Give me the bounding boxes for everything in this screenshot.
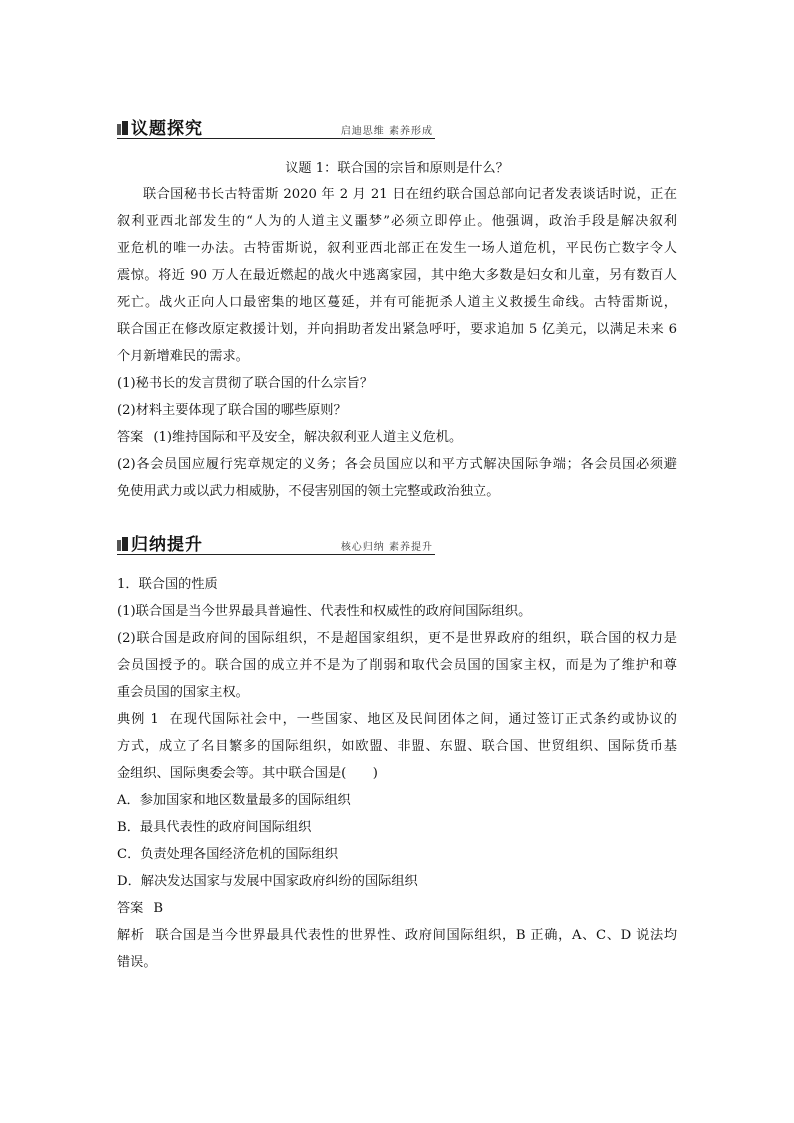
section-title: 归纳提升 (131, 535, 203, 555)
example-answer: B (153, 901, 164, 916)
paragraph-line: 个月新增难民的需求。 (117, 349, 249, 364)
section-title: 议题探究 (131, 119, 203, 139)
analysis-line: 错误。 (117, 955, 157, 970)
question-2: (2)材料主要体现了联合国的哪些原则？ (117, 403, 347, 418)
option-b: B．最具代表性的政府间国际组织 (117, 820, 312, 835)
analysis-label: 解析 (117, 928, 145, 943)
example-stem-line: 金组织、国际奥委会等。其中联合国是( ) (117, 766, 378, 781)
answer-line (117, 429, 677, 447)
point-title: 1．联合国的性质 (117, 577, 218, 592)
answer-2-line: 免使用武力或以武力相威胁，不侵害别国的领土完整或政治独立。 (117, 484, 500, 499)
example-answer-line (117, 900, 677, 918)
section-subtitle: 启迪思维 素养形成 (340, 126, 433, 137)
section-marker-icon (117, 537, 129, 551)
analysis-text: 联合国是当今世界最具代表性的世界性、政府间国际组织，B 正确，A、C、D 说法均 (154, 928, 678, 943)
section-marker-icon (117, 121, 129, 135)
example-stem-line: 方式，成立了名目繁多的国际组织，如欧盟、非盟、东盟、联合国、世贸组织、国际货币基 (117, 739, 677, 754)
paragraph-line: 叙利亚西北部发生的“人为的人道主义噩梦”必须立即停止。他强调，政治手段是解决叙利 (117, 214, 677, 229)
section-header-inquiry (117, 116, 435, 139)
paragraph-line: 震惊。将近 90 万人在最近燃起的战火中逃离家园，其中绝大多数是妇女和儿童，另有数百人 (117, 268, 677, 283)
example-stem-line (117, 711, 677, 729)
topic-heading: 议题 1：联合国的宗旨和原则是什么？ (285, 161, 509, 176)
option-d: D．解决发达国家与发展中国家政府纠纷的国际组织 (117, 874, 418, 889)
point-item: (1)联合国是当今世界最具普遍性、代表性和权威性的政府间国际组织。 (117, 604, 532, 619)
answer-label: 答案 (117, 901, 144, 916)
point-item-line: 重会员国的国家主权。 (117, 685, 249, 700)
option-c: C．负责处理各国经济危机的国际组织 (117, 847, 339, 862)
paragraph-line: 联合国秘书长古特雷斯 2020 年 2 月 21 日在纽约联合国总部向记者发表谈话时说，正在 (143, 187, 677, 202)
paragraph-line: 联合国正在修改原定救援计划，并向捐助者发出紧急呼吁，要求追加 5 亿美元，以满足未来 6 (117, 322, 677, 337)
option-a: A．参加国家和地区数量最多的国际组织 (117, 793, 351, 808)
answer-label: 答案 (117, 430, 144, 445)
paragraph-line: 亚危机的唯一办法。古特雷斯说，叙利亚西北部正在发生一场人道危机，平民伤亡数字令人 (117, 241, 677, 256)
paragraph-line: 死亡。战火正向人口最密集的地区蔓延，并有可能扼杀人道主义救援生命线。古特雷斯说， (117, 295, 677, 310)
example-label: 典例 1 (117, 712, 159, 727)
analysis-line (117, 927, 677, 945)
section-subtitle: 核心归纳 素养提升 (340, 542, 433, 553)
question-1: (1)秘书长的发言贯彻了联合国的什么宗旨？ (117, 376, 374, 391)
answer-2-line: (2)各会员国应履行宪章规定的义务；各会员国应以和平方式解决国际争端；各会员国必须避 (117, 457, 677, 472)
answer-1: (1)维持国际和平及安全，解决叙利亚人道主义危机。 (153, 430, 463, 445)
section-header-summary (117, 532, 435, 555)
example-stem-text: 在现代国际社会中，一些国家、地区及民间团体之间，通过签订正式条约或协议的 (168, 712, 677, 727)
point-item-line: (2)联合国是政府间的国际组织，不是超国家组织，更不是世界政府的组织，联合国的权力是 (117, 631, 677, 646)
point-item-line: 会员国授予的。联合国的成立并不是为了削弱和取代会员国的国家主权，而是为了维护和尊 (117, 658, 677, 673)
